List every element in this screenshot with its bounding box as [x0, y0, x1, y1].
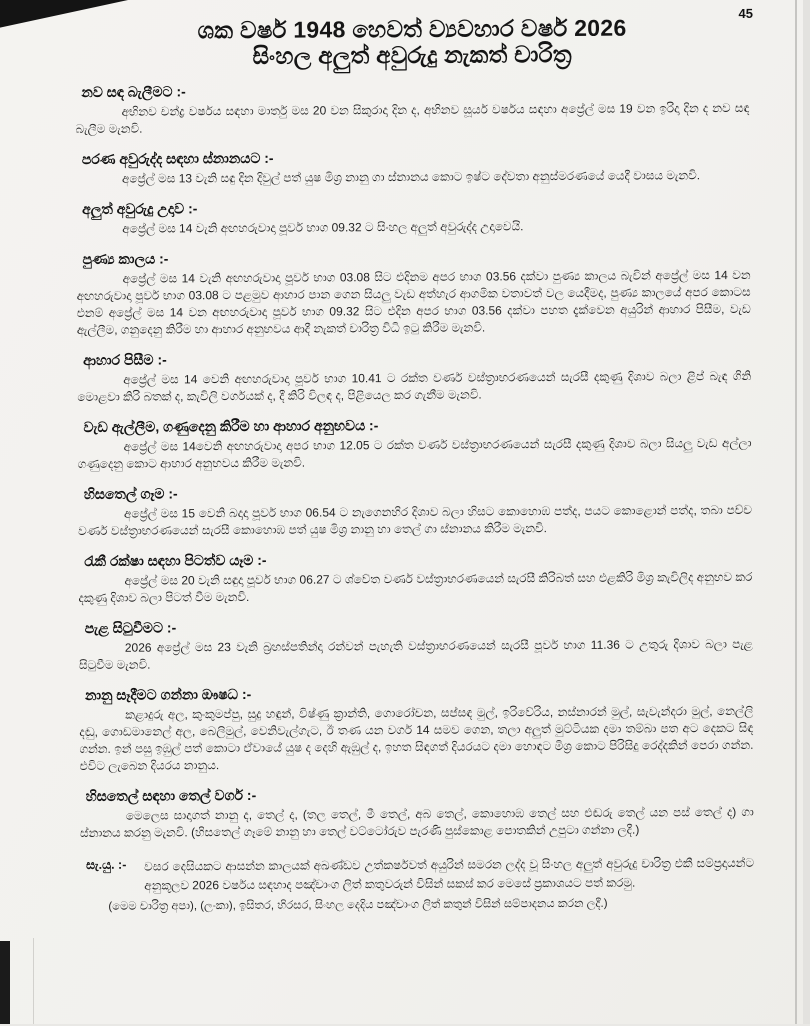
section-header: නානු සෑදීමට ගන්නා ඖෂධ :- [85, 685, 252, 703]
section-new-moon [75, 80, 749, 138]
section-body: අප්‍රේල් මස 14 වෙනි අඟහරුවාදා පූර්ව භාග 10.41 ට රක්ත වර්ණ වස්ත්‍රාභරණයෙන් සැරසී දකුණු දිශාව බලා ළිප් බැඳ ගිනි මොළවා කිරි බතක් ද, කැවිලි වර්ගයක් ද, දී කිරි විලඳ ද, පිළියෙල කර ගැනීම මැනවි. [77, 368, 752, 404]
document-body [75, 14, 754, 916]
section-header: පරණ අවුරුද්ද සඳහා ස්නානයට :- [81, 149, 274, 167]
section-body: අප්‍රේල් මස 20 වැනි සඳුදා පූර්ව භාග 06.27 ට ශ්වේත වර්ණ වස්ත්‍රාභරණයෙන් සැරසී කිරිබත් සහ එළකිරි මිශ්‍ර කැවිලිද අනුභව කර දකුණු දිශාව බලා පිටත් වීම මැනවි. [78, 569, 753, 605]
section-work-transactions-eating [77, 415, 751, 473]
section-body: කළාදුරු අල, කුංකුමප්පු, සුදු හඳුන්, විෂ්ණු ක්‍රාන්ති, ගොරෝචන, සප්සඳ මුල්, ඉරිවේරිය, නස්නාරන් මුල්, සැවැන්දරා මුල්, නෙල්ලි දඬු, ගොඩමානෙල් අල, බෙලිමුල්, වෙනිවැල්ගැට, ඊ තණ යන වර්ග 14 සමව ගෙන, තලා අලුත් මුට්ටියක දමා තම්බා පත අට දෙකට සිඳ ගන්න. ඉන් පසු ඉඹුල් පත් කොටා ඒවායේ යුෂ ද දෙහි ඇඹුල් ද, ඉහත සිඳගත් දියරයට දමා හොඳට මිශ්‍ර කොට පිරිසිදු රෙද්දකින් පෙරා ගන්න. එවිට ලැබෙන දියරය නානුය. [79, 703, 754, 773]
section-punya-kalaya [76, 247, 751, 339]
section-body: අප්‍රේල් මස 14 වැනි අඟහරුවාදා පූර්ව භාග 09.32 ට සිංහල අලුත් අවුරුද්ද උදාවෙයි. [122, 219, 524, 236]
section-header: පුණ්‍ය කාලය :- [82, 250, 169, 267]
note-label: සැ.යු. :- [86, 857, 127, 872]
section-header: නව සඳ බැලීමට :- [81, 83, 186, 100]
section-herbal-ingredients [79, 683, 754, 775]
section-bathing-old-year [76, 147, 750, 188]
section-header: අලුත් අවුරුදු උදාව :- [82, 200, 198, 217]
section-body: අප්‍රේල් මස 14වෙනි අඟහරුවාදා අපර භාග 12.05 ට රක්ත වර්ණ වස්ත්‍රාභරණයෙන් සැරසී දකුණු දිශාව බලා සියලු වැඩ අල්ලා ගණුදෙනු කොට ආහාර අනුභවය කිරීම මැනවි. [77, 435, 752, 471]
section-body: අප්‍රේල් මස 13 වැනි සඳු දින දිවුල් පත් යුෂ මිශ්‍ර නානු ගා ස්නානය කොට ඉෂ්ට දේවතා අනුස්මරණයේ යෙදී වාසය මැනවි. [121, 168, 701, 186]
page-number: 45 [738, 5, 754, 21]
note-text: වසර දෙසියකට ආසන්න කාලයක් අඛණ්ඩව උත්කර්ෂවත් අයුරින් සමරන ලද්ද වූ සිංහල අලුත් අවුරුදු චාරිත්‍ර එකී සම්ප්‍රදායන්ට අනුකූලව 2026 වර්ෂය සඳහාද පඤ්චාංග ලිත් කතුවරුන් විසින් සකස් කර මෙසේ ප්‍රකාශයට පත් කරමු. [144, 855, 755, 893]
section-planting [79, 616, 753, 674]
section-body: අභිනව චන්ද්‍ර වර්ෂය සඳහා මාර්තු මස 20 වන සිකුරාදා දින ද, අභිනව සූර්ය වර්ෂය සඳහා අප්‍රේල් මස 19 වන ඉරිදා දින ද නව සඳ බැලීම මැනවි. [75, 100, 750, 136]
page-title [75, 14, 749, 71]
page-title-line1: ශක වර්ෂ 1948 හෙවත් ව්‍යවහාර වර්ෂ 2026 [197, 14, 627, 44]
section-leaving-for-work [78, 549, 752, 607]
section-new-year-dawn [76, 197, 750, 238]
section-body: 2026 අප්‍රේල් මස 23 වැනි බ්‍රහස්පතින්දා රන්වන් පැහැති වස්ත්‍රාභරණයෙන් සැරසී පූර්ව භාග 11.36 ට උතුරු දිශාව බලා පැළ සිටුවීම මැනවි. [78, 636, 753, 672]
section-header: හිසතෙල් ගෑම :- [83, 485, 178, 502]
note-footnote: (මෙම චාරිත්‍ර අපා), (ලංකා), ඉසිතර, හිරසර, සිංහල දෙදිය පඤ්චාංග ලිත් කතුන් විසින් සම්පාදනය කරන ලදී.) [108, 897, 608, 913]
section-header: පැළ සිටුවීමට :- [84, 619, 177, 636]
section-body: මෙලෙස සාදාගත් නානු ද, තෙල් ද, (තල තෙල්, මී තෙල්, අබ තෙල්, කොහොඹ තෙල් සහ එඬරු තෙල් යන පස් තෙල් ද) ගා ස්නානය කරනු මැනවි. (හිසතෙල් ගෑමේ නානු හා තෙල් වට්ටෝරුව පැරණි පුස්කොළ පොතකින් උපුටා ගන්නා ලදී.) [79, 804, 754, 840]
note-block [80, 854, 754, 896]
section-body: අප්‍රේල් මස 15 වෙනි බදාදා පූර්ව භාග 06.54 ට නැගෙනහිර දිශාව බලා හිසට කොහොඹ පත්ද, පයට කොළොන් පත්ද, තබා පච්ච වර්ණ වස්ත්‍රාභරණයෙන් සැරසී කොහොඹ පත් යුෂ මිශ්‍ර නානු හා තෙල් ගා ස්නානය කිරීම මැනවි. [78, 502, 753, 538]
section-anointing-oil [78, 482, 752, 540]
section-header: වැඩ ඇල්ලීම, ගණුදෙනු කිරීම හා ආහාර අනුභවය :- [83, 417, 379, 435]
section-header: ආහාර පිසීම :- [83, 351, 167, 368]
section-header: හිසතෙල් සඳහා තෙල් වර්ග :- [85, 786, 257, 804]
section-oil-types [80, 784, 754, 842]
page-title-line2: සිංහල අලුත් අවුරුදු නැකත් චාරිත්‍ර [252, 41, 572, 70]
section-header: රැකී රක්ෂා සඳහා පිටත්ව යෑම :- [84, 551, 267, 569]
section-cooking [77, 348, 751, 406]
section-body: අප්‍රේල් මස 14 වැනි අඟහරුවාදා පූර්ව භාග 03.08 සිට එදිනම අපර භාග 03.56 දක්වා පුණ්‍ය කාලය බැවින් අප්‍රේල් මස 14 වන අඟහරුවාදා පූර්ව භාග 03.08 ට පළමුව ආහාර පාන ගෙන සියලු වැඩ අත්හැර ආගමික වතාවත් වල යෙදීමද, පුණ්‍ය කාලයේ අපර කොටස එනම් අප්‍රේල් මස 14 වන අඟහරුවාදා පූර්ව භාග 09.32 සිට එදින අපර භාග 03.56 දක්වා පහත දැක්වෙන අයුරින් ආහාර පිසීම, වැඩ ඇල්ලීම, ගනුදෙනු කිරීම හා ආහාර අනුභවය ආදී නැකත් චාරිත්‍ර විධි ඉටු කිරීම මැනවි. [76, 267, 751, 337]
